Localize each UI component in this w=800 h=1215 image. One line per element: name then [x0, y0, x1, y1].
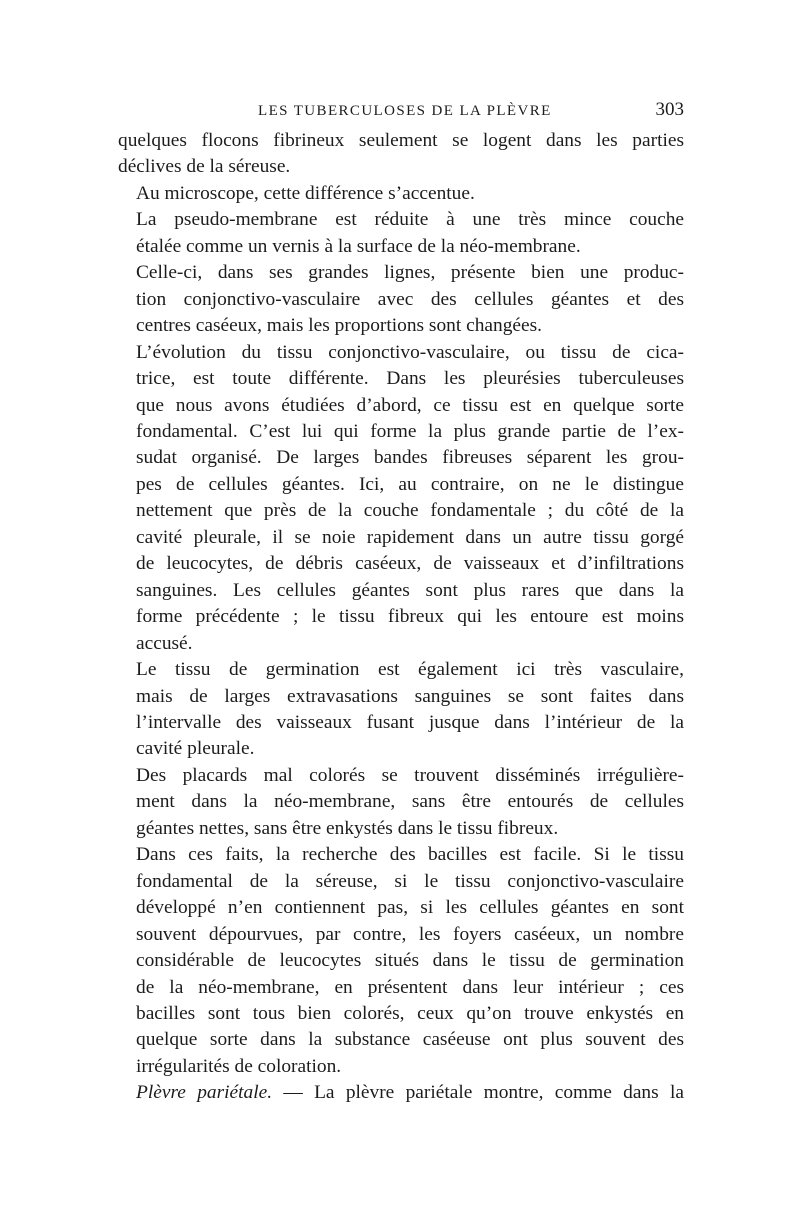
text-line: accusé. [136, 632, 193, 654]
paragraph [118, 128, 684, 181]
paragraph [118, 340, 684, 657]
text-line: L’évolution du tissu conjonctivo-vasculaire, ou tissu de cica- [136, 341, 684, 363]
text-line: Des placards mal colorés se trouvent disséminés irrégulière- [136, 764, 684, 786]
text-line: mais de larges extravasations sanguines se sont faites dans [136, 685, 684, 707]
text-line: irrégularités de coloration. [136, 1055, 342, 1077]
text-line: Celle-ci, dans ses grandes lignes, présente bien une produc- [136, 262, 684, 284]
body-text [118, 128, 684, 1107]
text-line: souvent dépourvues, par contre, les foyers caséeux, un nombre [136, 923, 684, 945]
running-title: LES TUBERCULOSES DE LA PLÈVRE [258, 103, 552, 119]
text-line: ment dans la néo-membrane, sans être entourés de cellules [136, 791, 684, 813]
text-line: Le tissu de germination est également ici très vasculaire, [136, 659, 684, 681]
text-line: centres caséeux, mais les proportions sont changées. [136, 315, 543, 337]
text-line: étalée comme un vernis à la surface de la néo-membrane. [136, 235, 581, 257]
text-line: fondamental de la séreuse, si le tissu conjonctivo-vasculaire [136, 870, 684, 892]
paragraph [118, 260, 684, 339]
text-line: développé n’en contiennent pas, si les cellules géantes en sont [136, 897, 684, 919]
text-line: considérable de leucocytes situés dans le tissu de germination [136, 950, 684, 972]
text-line: sanguines. Les cellules géantes sont plus rares que dans la [136, 579, 684, 601]
paragraph [118, 763, 684, 842]
text-line: tion conjonctivo-vasculaire avec des cellules géantes et des [136, 288, 684, 310]
text-line: trice, est toute différente. Dans les pleurésies tuberculeuses [136, 368, 684, 390]
text-line: sudat organisé. De larges bandes fibreuses séparent les grou- [136, 447, 684, 469]
paragraph [118, 657, 684, 763]
running-head [118, 99, 684, 125]
paragraph [118, 842, 684, 1080]
page-number: 303 [655, 99, 684, 120]
text-line: géantes nettes, sans être enkystés dans le tissu fibreux. [136, 817, 559, 839]
text-line: pes de cellules géantes. Ici, au contraire, on ne le distingue [136, 473, 684, 495]
text-line: Dans ces faits, la recherche des bacilles est facile. Si le tissu [136, 844, 684, 866]
paragraph [118, 1080, 684, 1106]
text-line: cavité pleurale. [136, 738, 255, 760]
text-line: bacilles sont tous bien colorés, ceux qu’on trouve enkystés en [136, 1002, 684, 1024]
text-line: déclives de la séreuse. [118, 156, 291, 178]
subheading-text: — La plèvre pariétale montre, comme dans la [272, 1082, 684, 1104]
text-line: de la néo-membrane, en présentent dans leur intérieur ; ces [136, 976, 684, 998]
paragraph [118, 181, 684, 207]
text-line: La pseudo-membrane est réduite à une très mince couche [136, 209, 684, 231]
text-line: l’intervalle des vaisseaux fusant jusque dans l’intérieur de la [136, 711, 684, 733]
text-line: quelque sorte dans la substance caséeuse ont plus souvent des [136, 1029, 684, 1051]
text-line: nettement que près de la couche fondamentale ; du côté de la [136, 500, 684, 522]
text-line: quelques flocons fibrineux seulement se logent dans les parties [118, 130, 684, 151]
text-line: que nous avons étudiées d’abord, ce tissu est en quelque sorte [136, 394, 684, 416]
text-line: cavité pleurale, il se noie rapidement dans un autre tissu gorgé [136, 526, 684, 548]
text-line: forme précédente ; le tissu fibreux qui les entoure est moins [136, 606, 684, 628]
text-line: de leucocytes, de débris caséeux, de vaisseaux et d’infiltrations [136, 553, 684, 575]
text-line: fondamental. C’est lui qui forme la plus grande partie de l’ex- [136, 420, 684, 442]
text-line: Au microscope, cette différence s’accentue. [136, 182, 475, 204]
paragraph [118, 207, 684, 260]
section-subheading: Plèvre pariétale. [136, 1082, 273, 1104]
text-line [118, 1080, 684, 1106]
